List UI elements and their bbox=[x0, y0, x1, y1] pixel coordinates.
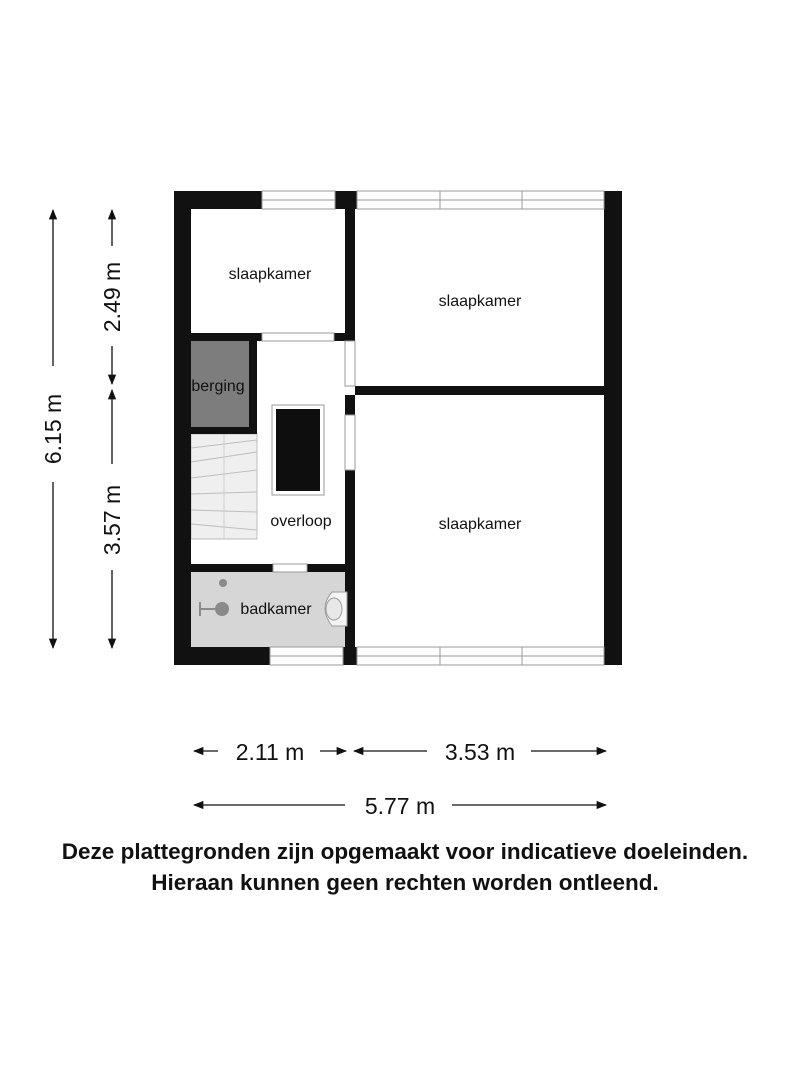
disclaimer-line-1: Deze plattegronden zijn opgemaakt voor indicatieve doeleinden. bbox=[61, 839, 749, 864]
room-label-overloop: overloop bbox=[270, 513, 332, 530]
room-label-badkamer: badkamer bbox=[240, 601, 312, 618]
disclaimer bbox=[0, 836, 810, 898]
dimension-label-lower-height: 3.57 m bbox=[99, 484, 125, 556]
dimension-label-left-width: 2.11 m bbox=[235, 739, 305, 765]
shower-head-icon bbox=[215, 602, 229, 616]
disclaimer-line-2: Hieraan kunnen geen rechten worden ontleend. bbox=[151, 870, 659, 895]
room-label-slaapkamer-top-right: slaapkamer bbox=[438, 293, 522, 310]
dimension-label-right-width: 3.53 m bbox=[444, 739, 516, 765]
dimension-label-total-width: 5.77 m bbox=[364, 793, 436, 819]
dimension-label-upper-height: 2.49 m bbox=[99, 261, 125, 333]
dimension-label-total-height: 6.15 m bbox=[40, 393, 66, 465]
staircase bbox=[188, 434, 257, 540]
room-label-slaapkamer-small: slaapkamer bbox=[228, 266, 312, 283]
drain-icon bbox=[219, 579, 227, 587]
room-label-slaapkamer-bottom-right: slaapkamer bbox=[438, 516, 522, 533]
landing-opening-void bbox=[276, 409, 320, 491]
room-label-berging: berging bbox=[191, 378, 245, 395]
